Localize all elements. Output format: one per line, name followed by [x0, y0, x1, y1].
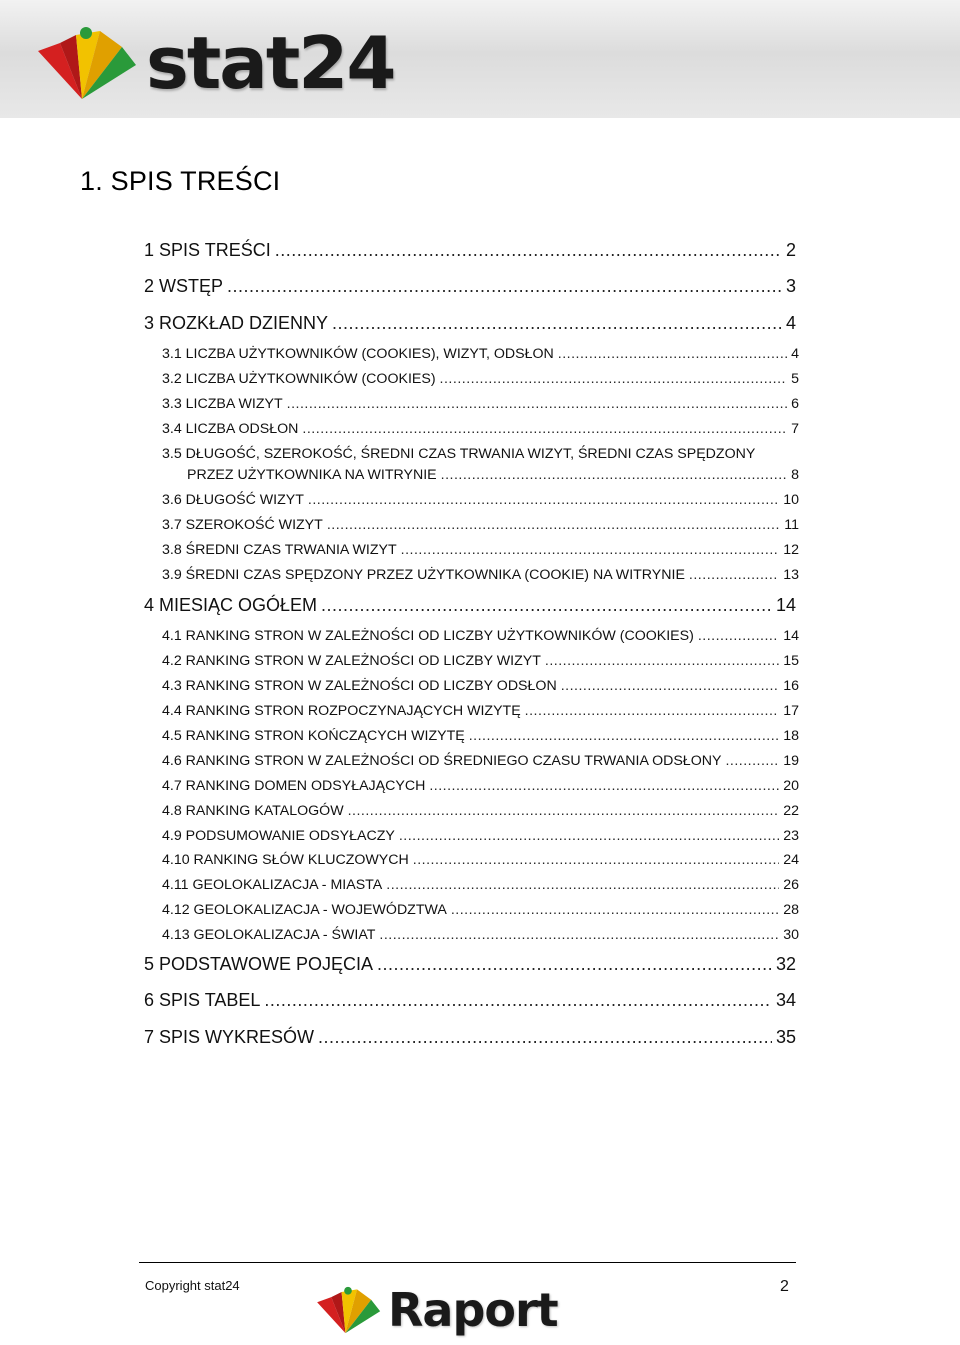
page-title: 1. SPIS TREŚCI	[80, 166, 281, 196]
toc-label: 3.1 LICZBA UŻYTKOWNIKÓW (COOKIES), WIZYT, ODSŁON	[162, 346, 554, 362]
toc-page: 11	[784, 517, 799, 533]
toc-leader	[401, 542, 780, 558]
toc-entry-3-6[interactable]	[162, 492, 799, 512]
toc-leader	[451, 902, 779, 918]
toc-entry-3-3[interactable]	[162, 396, 799, 416]
toc-page: 14	[775, 595, 796, 615]
toc-leader	[440, 371, 788, 387]
toc-page: 5	[791, 371, 799, 387]
stat24-logo	[30, 18, 394, 108]
toc-label: 3.6 DŁUGOŚĆ WIZYT	[162, 492, 304, 508]
toc-page: 22	[783, 803, 799, 819]
toc-page: 30	[783, 927, 799, 943]
toc-page: 18	[783, 728, 799, 744]
page-number: 2	[780, 1278, 789, 1295]
toc-entry-3-5[interactable]	[187, 467, 799, 487]
toc-label: 3.7 SZEROKOŚĆ WIZYT	[162, 517, 323, 533]
toc-leader	[469, 728, 780, 744]
toc-label: PRZEZ UŻYTKOWNIKA NA WITRYNIE	[187, 467, 437, 483]
toc-leader	[561, 678, 780, 694]
toc-entry-1[interactable]	[144, 240, 796, 264]
toc-entry-4-7[interactable]	[162, 778, 799, 798]
toc-page: 32	[775, 954, 796, 974]
copyright-text: Copyright stat24	[145, 1278, 240, 1293]
raport-logo-icon	[312, 1282, 384, 1338]
toc-label: 4.3 RANKING STRON W ZALEŻNOŚCI OD LICZBY ODSŁON	[162, 678, 557, 694]
toc-label: 7 SPIS WYKRESÓW	[144, 1027, 315, 1047]
toc-entry-4-3[interactable]	[162, 678, 799, 698]
toc-entry-4-9[interactable]	[162, 828, 799, 848]
toc-label: 3.3 LICZBA WIZYT	[162, 396, 283, 412]
stat24-logo-icon	[30, 21, 142, 105]
toc-page: 16	[783, 678, 799, 694]
toc-label: 5 PODSTAWOWE POJĘCIA	[144, 954, 374, 974]
toc-entry-2[interactable]	[144, 276, 796, 300]
toc-label: 3 ROZKŁAD DZIENNY	[144, 313, 329, 333]
toc-page: 14	[783, 628, 799, 644]
toc-entry-3-9[interactable]	[162, 567, 799, 587]
toc-label: 4.8 RANKING KATALOGÓW	[162, 803, 344, 819]
toc-entry-4-13[interactable]	[162, 927, 799, 947]
brand-name: stat24	[146, 21, 395, 105]
toc-page: 28	[783, 902, 799, 918]
toc-entry-4-6[interactable]	[162, 753, 799, 773]
toc-entry-4-12[interactable]	[162, 902, 799, 922]
toc-leader	[332, 313, 782, 334]
header-band	[0, 0, 960, 118]
toc-label: 4.6 RANKING STRON W ZALEŻNOŚCI OD ŚREDNIEGO CZASU TRWANIA ODSŁONY	[162, 753, 722, 769]
toc-page: 26	[783, 877, 799, 893]
toc-entry-3-5-line1[interactable]: 3.5 DŁUGOŚĆ, SZEROKOŚĆ, ŚREDNI CZAS TRWANIA WIZYT, ŚREDNI CZAS SPĘDZONY	[162, 446, 756, 462]
toc-entry-3-2[interactable]	[162, 371, 799, 391]
toc-page: 8	[791, 467, 799, 483]
toc-page: 6	[791, 396, 799, 412]
toc-entry-4-2[interactable]	[162, 653, 799, 673]
toc-leader	[545, 653, 779, 669]
toc-entry-4-11[interactable]	[162, 877, 799, 897]
toc-label: 4.4 RANKING STRON ROZPOCZYNAJĄCYCH WIZYTĘ	[162, 703, 521, 719]
toc-entry-3-8[interactable]	[162, 542, 799, 562]
toc-leader	[698, 628, 779, 644]
toc-leader	[377, 954, 772, 975]
toc-page: 23	[783, 828, 799, 844]
raport-brand: Raport	[388, 1283, 558, 1337]
toc-page: 12	[783, 542, 799, 558]
toc-page: 4	[791, 346, 799, 362]
toc-label: 2 WSTĘP	[144, 276, 224, 296]
toc-label: 4.10 RANKING SŁÓW KLUCZOWYCH	[162, 852, 409, 868]
toc-label: 3.8 ŚREDNI CZAS TRWANIA WIZYT	[162, 542, 397, 558]
toc-label: 1 SPIS TREŚCI	[144, 240, 271, 260]
toc-page: 2	[785, 240, 796, 260]
toc-label: 4.9 PODSUMOWANIE ODSYŁACZY	[162, 828, 395, 844]
toc-label: 3.9 ŚREDNI CZAS SPĘDZONY PRZEZ UŻYTKOWNIKA (COOKIE) NA WITRYNIE	[162, 567, 685, 583]
toc-leader	[264, 990, 772, 1011]
toc-label: 3.2 LICZBA UŻYTKOWNIKÓW (COOKIES)	[162, 371, 436, 387]
toc-page: 3	[785, 276, 796, 296]
toc-entry-3-7[interactable]	[162, 517, 799, 537]
toc-label: 4.5 RANKING STRON KOŃCZĄCYCH WIZYTĘ	[162, 728, 465, 744]
toc-leader	[327, 517, 780, 533]
toc-leader	[275, 240, 782, 261]
toc-label: 4.7 RANKING DOMEN ODSYŁAJĄCYCH	[162, 778, 426, 794]
toc-leader	[321, 595, 772, 616]
toc-page: 35	[775, 1027, 796, 1047]
toc-page: 13	[783, 567, 799, 583]
toc-label: 6 SPIS TABEL	[144, 990, 261, 1010]
toc-leader	[348, 803, 780, 819]
toc-entry-3-1[interactable]	[162, 346, 799, 366]
toc-leader	[413, 852, 779, 868]
toc-page: 15	[783, 653, 799, 669]
toc-label: 4.11 GEOLOKALIZACJA - MIASTA	[162, 877, 383, 893]
toc-leader	[302, 421, 787, 437]
toc-label: 4.2 RANKING STRON W ZALEŻNOŚCI OD LICZBY WIZYT	[162, 653, 541, 669]
toc-page: 24	[783, 852, 799, 868]
toc-entry-4[interactable]	[144, 595, 796, 619]
toc-leader	[525, 703, 780, 719]
toc-label: 4 MIESIĄC OGÓŁEM	[144, 595, 318, 615]
toc-leader	[441, 467, 787, 483]
toc-entry-5[interactable]	[144, 954, 796, 978]
toc-entry-3-4[interactable]	[162, 421, 799, 441]
toc-page: 34	[775, 990, 796, 1010]
toc-page: 10	[783, 492, 799, 508]
toc-entry-6[interactable]	[144, 990, 796, 1014]
toc-entry-4-8[interactable]	[162, 803, 799, 823]
toc-entry-4-10[interactable]	[162, 852, 799, 872]
toc-leader	[558, 346, 787, 362]
toc-leader	[725, 753, 779, 769]
toc-label: 3.4 LICZBA ODSŁON	[162, 421, 299, 437]
toc-entry-4-5[interactable]	[162, 728, 799, 748]
toc-leader	[318, 1027, 772, 1048]
toc-entry-4-1[interactable]	[162, 628, 799, 648]
toc-label: 4.13 GEOLOKALIZACJA - ŚWIAT	[162, 927, 376, 943]
toc-page: 19	[783, 753, 799, 769]
toc-page: 4	[785, 313, 796, 333]
raport-logo	[312, 1282, 558, 1338]
toc-leader	[227, 276, 782, 297]
toc-entry-7[interactable]	[144, 1027, 796, 1051]
toc-page: 17	[783, 703, 799, 719]
toc-leader	[429, 778, 779, 794]
toc-leader	[386, 877, 779, 893]
toc-leader	[689, 567, 779, 583]
toc-leader	[399, 828, 779, 844]
toc-label: 4.1 RANKING STRON W ZALEŻNOŚCI OD LICZBY UŻYTKOWNIKÓW (COOKIES)	[162, 628, 694, 644]
toc-label: 4.12 GEOLOKALIZACJA - WOJEWÓDZTWA	[162, 902, 447, 918]
toc-leader	[287, 396, 787, 412]
toc-page: 20	[783, 778, 799, 794]
toc-leader	[379, 927, 779, 943]
toc-page: 7	[791, 421, 799, 437]
toc-leader	[308, 492, 779, 508]
footer-divider	[139, 1262, 796, 1263]
toc-entry-3[interactable]	[144, 313, 796, 337]
toc-entry-4-4[interactable]	[162, 703, 799, 723]
